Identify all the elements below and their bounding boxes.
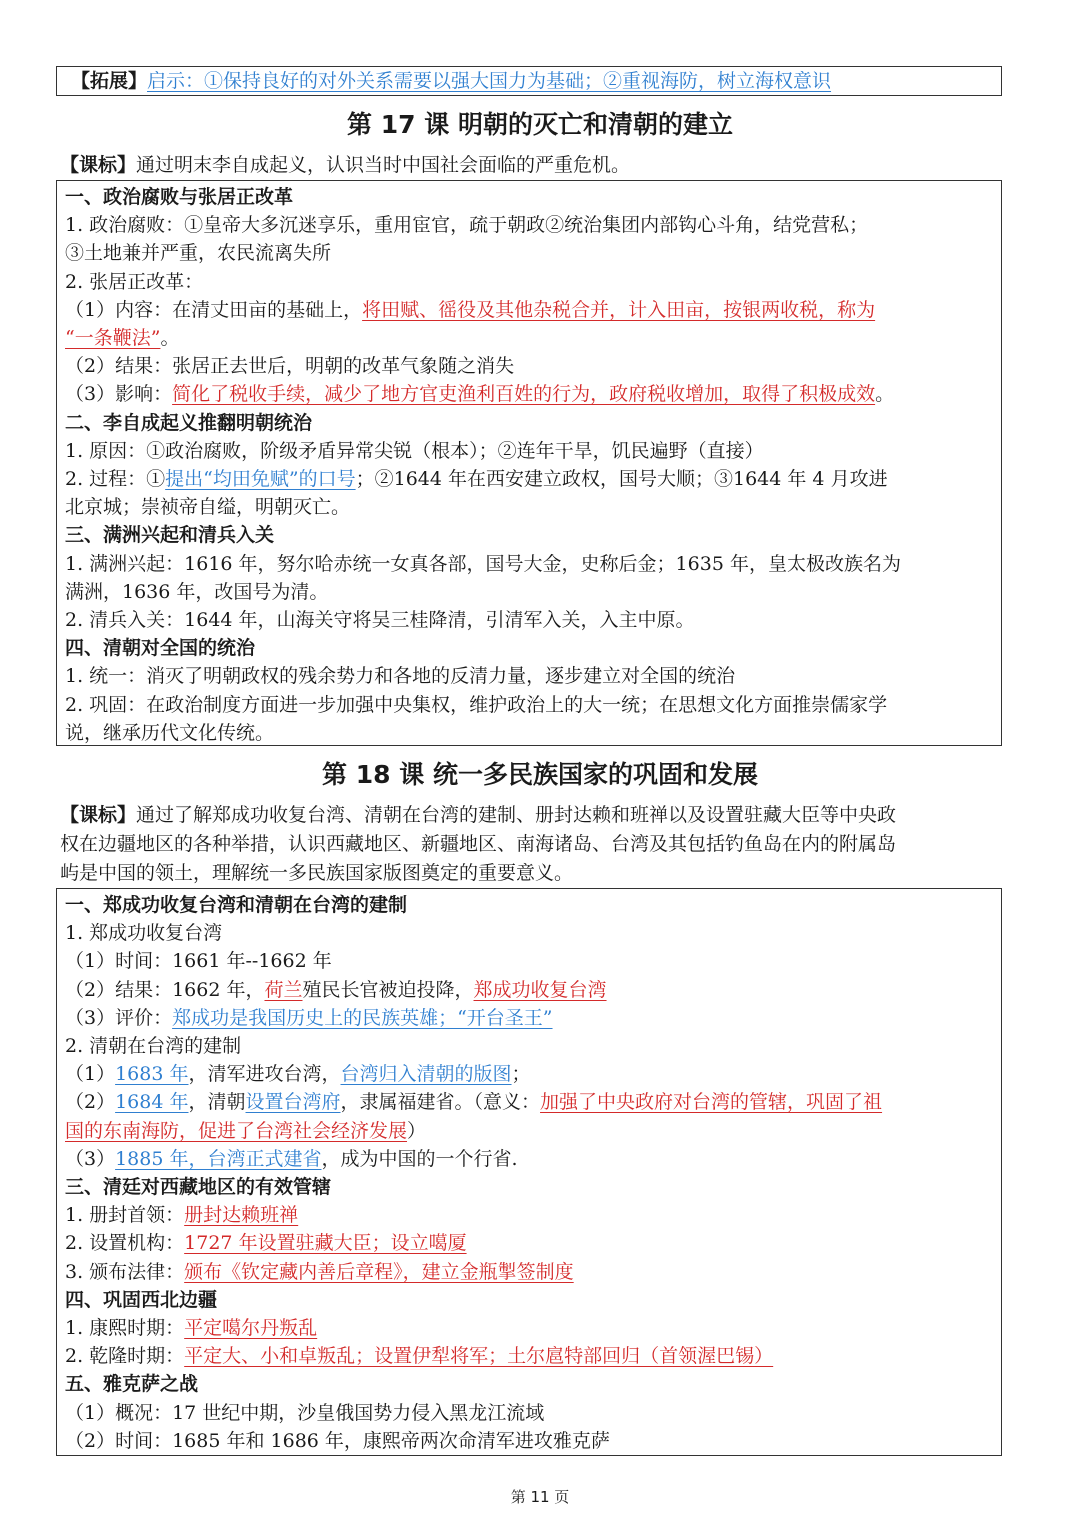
- note-line: [65, 1201, 995, 1229]
- highlight-red: “一条鞭法”: [65, 327, 161, 350]
- highlight-red: 荷兰: [264, 978, 303, 1001]
- section-title: 五、雅克萨之战: [65, 1373, 199, 1396]
- highlight-red: 平定噶尔丹叛乱: [184, 1317, 318, 1340]
- highlight-blue: 设置台湾府: [245, 1091, 341, 1114]
- note-line: （2）结果：张居正去世后，明朝的改革气象随之消失: [65, 355, 515, 378]
- note-text: ；: [511, 1063, 531, 1086]
- standard-tag: 【课标】: [60, 154, 137, 176]
- note-line: 2. 清兵入关：1644 年，山海关守将吴三桂降清，引清军入关，入主中原。: [65, 609, 695, 632]
- lesson-18-title: 第 18 课 统一多民族国家的巩固和发展: [322, 760, 758, 789]
- note-line: 1. 政治腐败：①皇帝大多沉迷享乐，重用宦官，疏于朝政②统治集团内部钩心斗角，结党营私；: [65, 214, 869, 237]
- note-text: （1）内容：在清丈田亩的基础上，: [65, 298, 363, 321]
- note-line: [65, 1060, 995, 1088]
- note-line: [65, 1117, 995, 1145]
- highlight-blue: 1683 年: [115, 1063, 189, 1086]
- note-text: ，成为中国的一个行省.: [321, 1147, 518, 1170]
- note-text: ，隶属福建省。（意义：: [340, 1091, 541, 1114]
- highlight-red: 平定大、小和卓叛乱；设置伊犁将军；土尔扈特部回归（首领渥巴锡）: [184, 1345, 774, 1368]
- highlight-red: 国的东南海防，促进了台湾社会经济发展: [65, 1119, 408, 1142]
- section-title: 一、政治腐败与张居正改革: [65, 186, 294, 208]
- standard-text: 权在边疆地区的各种举措，认识西藏地区、新疆地区、南海诸岛、台湾及其包括钓鱼岛在内的附属岛: [60, 833, 897, 855]
- highlight-red: 将田赋、徭役及其他杂税合并，计入田亩，按银两收税，称为: [362, 298, 876, 321]
- note-line: 北京城；崇祯帝自缢，明朝灭亡。: [65, 496, 351, 519]
- note-text: 殖民长官被迫投降，: [302, 978, 474, 1001]
- note-line: 2. 清朝在台湾的建制: [65, 1035, 242, 1058]
- section-title: 四、清朝对全国的统治: [65, 637, 256, 660]
- note-line: 1. 统一：消灭了明朝政权的残余势力和各地的反清力量，逐步建立对全国的统治: [65, 665, 736, 688]
- note-text: ，清军进攻台湾，: [188, 1063, 341, 1086]
- section-title: 三、清廷对西藏地区的有效管辖: [65, 1176, 332, 1199]
- note-line: ③土地兼并严重，农民流离失所: [65, 242, 332, 265]
- note-text: ；②1644 年在西安建立政权，国号大顺；③1644 年 4 月攻进: [355, 468, 888, 491]
- extension-box: [56, 66, 1002, 96]
- note-text: 2. 过程：①: [65, 468, 166, 491]
- standard-tag: 【课标】: [60, 804, 137, 826]
- note-line: [65, 1004, 995, 1032]
- page-number: 第 11 页: [510, 1488, 570, 1506]
- note-text: 2. 乾隆时期：: [65, 1345, 185, 1368]
- standard-text: 通过了解郑成功收复台湾、清朝在台湾的建制、册封达赖和班禅以及设置驻藏大臣等中央政: [136, 804, 897, 826]
- note-line: 1. 郑成功收复台湾: [65, 922, 223, 945]
- note-text: 。: [160, 327, 180, 350]
- note-line: [65, 976, 995, 1004]
- section-title: 四、巩固西北边疆: [65, 1288, 218, 1311]
- note-text: ）: [407, 1119, 427, 1142]
- lesson-17-standard: [60, 151, 1020, 180]
- note-line: [65, 465, 995, 493]
- highlight-blue: 1885 年，台湾正式建省: [115, 1147, 322, 1170]
- standard-text: 通过明末李自成起义，认识当时中国社会面临的严重危机。: [136, 154, 631, 176]
- note-line: 2. 张居正改革：: [65, 270, 204, 293]
- note-text: 2. 设置机构：: [65, 1232, 185, 1255]
- section-title: 一、郑成功收复台湾和清朝在台湾的建制: [65, 894, 408, 916]
- note-text: 。: [875, 383, 895, 406]
- standard-text: 屿是中国的领土，理解统一多民族国家版图奠定的重要意义。: [60, 862, 574, 884]
- note-text: （3）评价：: [65, 1006, 173, 1029]
- lesson-17-title: 第 17 课 明朝的灭亡和清朝的建立: [347, 110, 733, 139]
- note-text: （1）: [65, 1063, 116, 1086]
- note-text: ，清朝: [188, 1091, 246, 1114]
- note-text: 1. 册封首领：: [65, 1204, 185, 1227]
- highlight-blue: 1684 年: [115, 1091, 189, 1114]
- highlight-blue: 提出“均田免赋”的口号: [165, 468, 356, 491]
- note-line: [65, 1145, 995, 1173]
- note-line: [65, 1342, 995, 1370]
- highlight-blue: 台湾归入清朝的版图: [340, 1063, 512, 1086]
- note-text: （3）: [65, 1147, 116, 1170]
- lesson-17-notes-box: [56, 180, 1002, 746]
- highlight-red: 册封达赖班禅: [184, 1204, 299, 1227]
- lesson-18-standard: [60, 801, 1020, 888]
- note-line: [65, 380, 995, 408]
- note-line: （1）时间：1661 年--1662 年: [65, 950, 332, 973]
- note-line: 1. 原因：①政治腐败，阶级矛盾异常尖锐（根本）；②连年干旱，饥民遍野（直接）: [65, 439, 764, 462]
- note-line: 2. 巩固：在政治制度方面进一步加强中央集权，维护政治上的大一统；在思想文化方面推崇儒家学: [65, 693, 888, 716]
- note-line: 1. 满洲兴起：1616 年，努尔哈赤统一女真各部，国号大金，史称后金；1635 年，皇太极改族名为: [65, 552, 901, 575]
- note-line: 满洲，1636 年，改国号为清。: [65, 580, 329, 603]
- note-text: 3. 颁布法律：: [65, 1260, 185, 1283]
- section-title: 三、满洲兴起和清兵入关: [65, 524, 275, 547]
- section-title: 二、李自成起义推翻明朝统治: [65, 411, 313, 434]
- note-line: [65, 1229, 995, 1257]
- extension-text: 启示：①保持良好的对外关系需要以强大国力为基础；②重视海防，树立海权意识: [147, 70, 832, 92]
- note-text: （3）影响：: [65, 383, 173, 406]
- note-line: （1）概况：17 世纪中期，沙皇俄国势力侵入黑龙江流域: [65, 1401, 545, 1424]
- lesson-18-notes-box: [56, 888, 1002, 1456]
- note-line: [65, 296, 995, 324]
- note-text: （2）: [65, 1091, 116, 1114]
- note-text: （2）结果：1662 年，: [65, 978, 265, 1001]
- note-line: [65, 1258, 995, 1286]
- highlight-red: 1727 年设置驻藏大臣；设立噶厦: [184, 1232, 467, 1255]
- note-line: [65, 1088, 995, 1116]
- highlight-blue: 郑成功是我国历史上的民族英雄；“开台圣王”: [172, 1006, 553, 1029]
- note-line: （2）时间：1685 年和 1686 年，康熙帝两次命清军进攻雅克萨: [65, 1429, 610, 1452]
- highlight-red: 加强了中央政府对台湾的管辖，巩固了祖: [540, 1091, 883, 1114]
- note-line: [65, 324, 995, 352]
- note-text: 1. 康熙时期：: [65, 1317, 185, 1340]
- extension-tag: 【拓展】: [71, 70, 148, 92]
- note-line: 说，继承历代文化传统。: [65, 721, 275, 744]
- highlight-red: 颁布《钦定藏内善后章程》，建立金瓶掣签制度: [184, 1260, 574, 1283]
- highlight-red: 简化了税收手续，减少了地方官吏渔利百姓的行为，政府税收增加，取得了积极成效: [172, 383, 876, 406]
- highlight-red: 郑成功收复台湾: [473, 978, 607, 1001]
- note-line: [65, 1314, 995, 1342]
